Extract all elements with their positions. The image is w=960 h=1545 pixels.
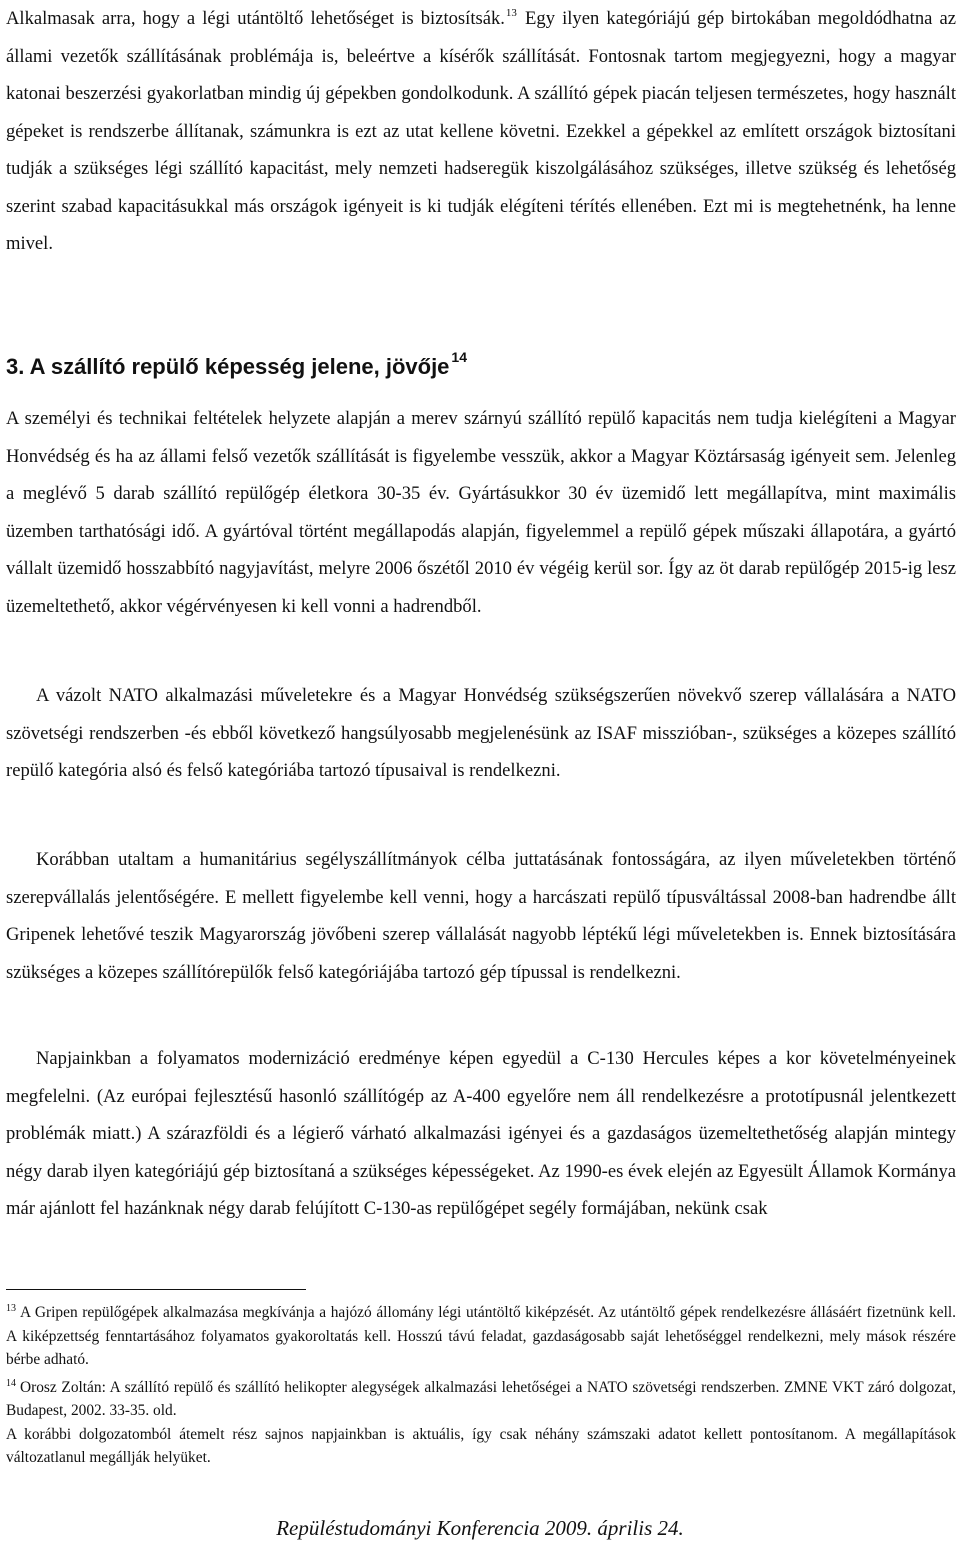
footnote-ref-14[interactable]: 14	[451, 349, 467, 365]
section-heading	[6, 342, 467, 382]
footnote-number: 14	[6, 1377, 16, 1389]
footnote-text: A Gripen repülőgépek alkalmazása megkívánja a hajózó állomány légi utántöltő kiképzését. Az utántöltő gépek rendelkezésre állásáért fizetnünk kell. A kiképzettség fenntartásához folyamatos gyakoroltatás kell. Hosszú távú feladat, gazdaságosabb saját lehetőséggel rendelkezni, mely mások részére bérbe adható.	[6, 1304, 956, 1368]
footnote-13	[6, 1297, 956, 1372]
footnotes	[6, 1297, 956, 1470]
footnote-ref-13[interactable]: 13	[505, 7, 517, 19]
footnote-separator	[6, 1289, 306, 1290]
body-paragraph	[6, 0, 956, 263]
body-paragraph: A vázolt NATO alkalmazási műveletekre és a Magyar Honvédség szükségszerűen növekvő szerep vállalására a NATO szövetségi rendszerben -és ebből következő hangsúlyosabb megjelenésünk az ISAF misszióban-, szükséges a közepes szállító repülő kategória alsó és felső kategóriába tartozó típusaival is rendelkezni.	[6, 685, 956, 781]
heading-text: 3. A szállító repülő képesség jelene, jövője	[6, 354, 450, 379]
paragraph-text: Egy ilyen kategóriájú gép birtokában megoldódhatna az állami vezetők szállításának problémája is, beleértve a kísérők szállítását. Fontosnak tartom megjegyezni, hogy a magyar katonai beszerzési gyakorlatban mindig új gépekben gondolkodunk. A szállító gépek piacán teljesen természetes, hogy használt gépeket is rendszerbe állítanak, számunkra is ezt az utat kellene követni. Ezekkel a gépekkel az említett országok biztosítani tudják a szükséges légi szállító kapacitást, mely nemzeti hadseregük kiszolgálásához szükséges, illetve szükség és lehetőség szerint szabad kapacitásukkal más országok igényeit is ki tudják elégíteni térítés ellenében. Ezt mi is megtehetnénk, ha lenne mivel.	[6, 8, 956, 254]
footnote-14	[6, 1372, 956, 1423]
footnote-note: A korábbi dolgozatomból átemelt rész sajnos napjainkban is aktuális, így csak néhány számszaki adatot kellett pontosítanom. A megállapítások változatlanul megállják helyüket.	[6, 1425, 956, 1466]
body-paragraph: A személyi és technikai feltételek helyzete alapján a merev szárnyú szállító repülő kapacitás nem tudja kielégíteni a Magyar Honvédség és ha az állami felső vezetők szállítását is figyelembe vesszük, akkor a Magyar Köztársaság igényeit sem. Jelenleg a meglévő 5 darab szállító repülőgép életkora 30-35 év. Gyártásukkor 30 év üzemidő lett megállapítva, mint maximális üzemben tarthatósági idő. A gyártóval történt megállapodás alapján, figyelemmel a repülő gépek műszaki állapotára, a gyártó vállalt üzemidő hosszabbító nagyjavítást, melyre 2006 őszétől 2010 év végéig kerül sor. Így az öt darab repülőgép 2015-ig lesz üzemeltethető, akkor végérvényesen ki kell vonni a hadrendből.	[6, 408, 956, 617]
body-paragraph: Korábban utaltam a humanitárius segélyszállítmányok célba juttatásának fontosságára, az ilyen műveletekben történő szerepvállalás jelentőségére. E mellett figyelembe kell venni, hogy a harcászati repülő típusváltással 2008-ban hadrendbe állt Gripenek lehetővé teszik Magyarország jövőbeni szerep vállalását nagyobb léptékű légi műveletekben is. Ennek biztosítására szükséges a közepes szállítórepülők felső kategóriájába tartozó gép típussal is rendelkezni.	[6, 849, 956, 983]
body-paragraph: Napjainkban a folyamatos modernizáció eredménye képen egyedül a C-130 Hercules képes a kor követelményeinek megfelelni. (Az európai fejlesztésű hasonló szállítógép az A-400 egyelőre nem áll rendelkezésre a prototípusnál jelentkezett problémák miatt.) A szárazföldi és a légierő várható alkalmazási igényei és a gazdaságos üzemeltethetőség alapján mintegy négy darab ilyen kategóriájú gép biztosítaná a szükséges képességeket. Az 1990-es évek elején az Egyesült Államok Kormánya már ajánlott fel hazánknak négy darab felújított C-130-as repülőgépet segély formájában, nekünk csak	[6, 1048, 956, 1219]
page-footer: Repüléstudományi Konferencia 2009. április 24.	[276, 1516, 684, 1540]
footnote-number: 13	[6, 1303, 16, 1314]
footnote-text: Orosz Zoltán: A szállító repülő és szállító helikopter alegységek alkalmazási lehetőségei a NATO szövetségi rendszerben. ZMNE VKT záró dolgozat, Budapest, 2002. 33-35. old.	[6, 1378, 956, 1419]
paragraph-text: Alkalmasak arra, hogy a légi utántöltő lehetőséget is biztosítsák.	[6, 8, 505, 29]
